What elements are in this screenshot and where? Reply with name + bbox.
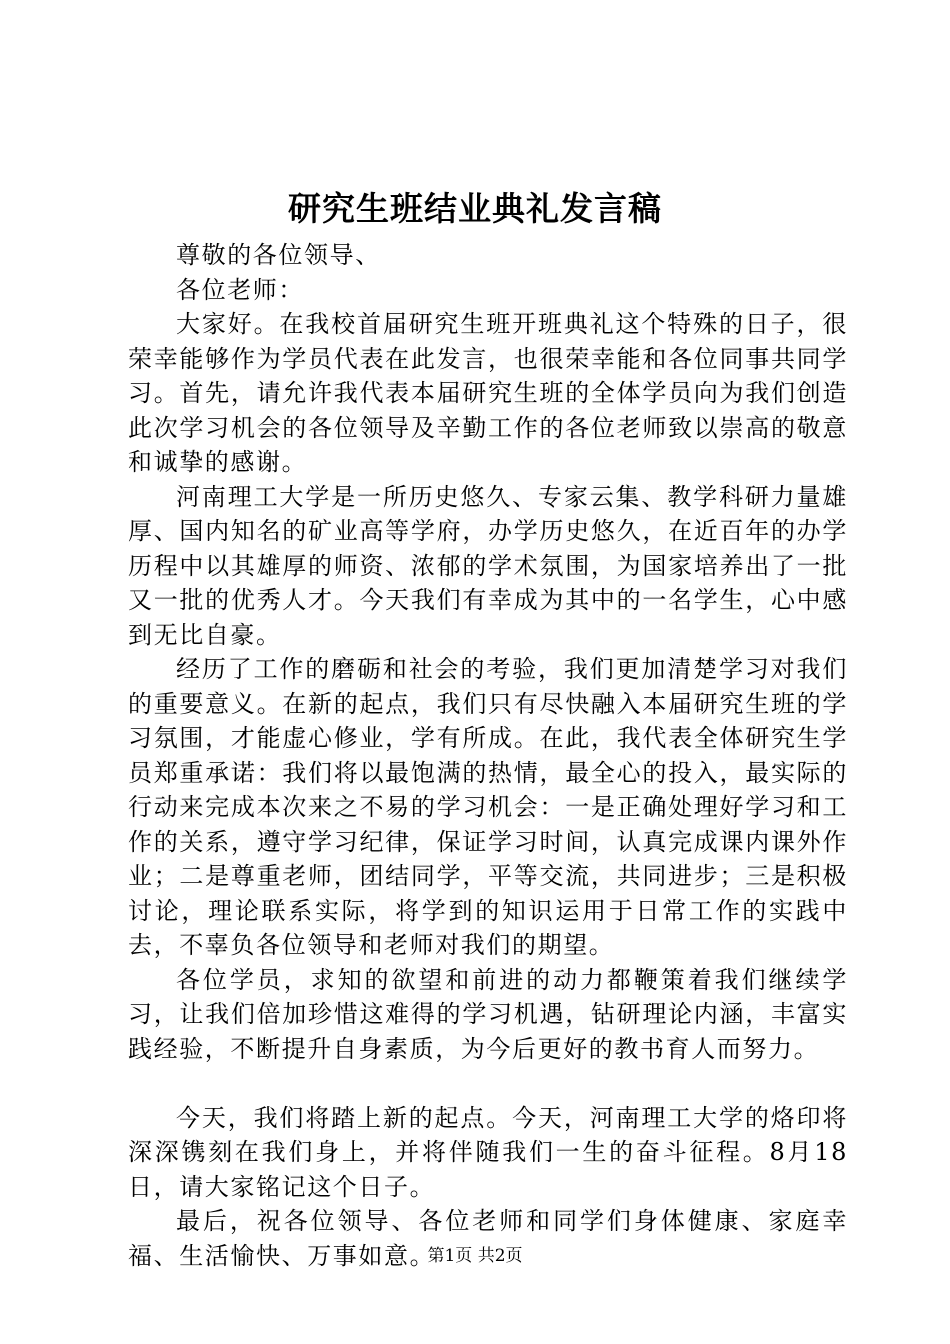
page-number-footer: 第1页 共2页 [427,1246,523,1266]
document-body [128,238,848,1273]
paragraph-commitment: 经历了工作的磨砺和社会的考验，我们更加清楚学习对我们的重要意义。在新的起点，我们只有尽快融入本届研究生班的学习氛围，才能虚心修业，学有所成。在此，我代表全体研究生学员郑重承诺：我们将以最饱满的热情，最全心的投入，最实际的行动来完成本次来之不易的学习机会：一是正确处理好学习和工作的关系，遵守学习纪律，保证学习时间，认真完成课内课外作业；二是尊重老师，团结同学，平等交流，共同进步；三是积极讨论，理论联系实际，将学到的知识运用于日常工作的实践中去，不辜负各位领导和老师对我们的期望。 [128,655,848,959]
paragraph-encouragement: 各位学员，求知的欲望和前进的动力都鞭策着我们继续学习，让我们倍加珍惜这难得的学习机遇，钻研理论内涵，丰富实践经验，不断提升自身素质，为今后更好的教书育人而努力。 [128,965,848,1063]
salutation-line-1: 尊敬的各位领导、 [176,241,381,269]
salutation-line-2: 各位老师： [176,275,304,304]
document-title: 研究生班结业典礼发言稿 [288,189,662,228]
paragraph-new-start: 今天，我们将踏上新的起点。今天，河南理工大学的烙印将深深镌刻在我们身上，并将伴随我们一生的奋斗征程。8月18日，请大家铭记这个日子。 [128,1103,848,1201]
paragraph-greeting: 大家好。在我校首届研究生班开班典礼这个特殊的日子，很荣幸能够作为学员代表在此发言，也很荣幸能和各位同事共同学习。首先，请允许我代表本届研究生班的全体学员向为我们创造此次学习机会的各位领导及辛勤工作的各位老师致以崇高的敬意和诚挚的感谢。 [128,310,848,476]
paragraph-closing: 最后，祝各位领导、各位老师和同学们身体健康、家庭幸福、生活愉快、万事如意。 [128,1207,848,1270]
paragraph-spacer [128,1066,848,1101]
paragraph-university: 河南理工大学是一所历史悠久、专家云集、教学科研力量雄厚、国内知名的矿业高等学府，办学历史悠久，在近百年的办学历程中以其雄厚的师资、浓郁的学术氛围，为国家培养出了一批又一批的优秀人才。今天我们有幸成为其中的一名学生，心中感到无比自豪。 [128,482,848,649]
